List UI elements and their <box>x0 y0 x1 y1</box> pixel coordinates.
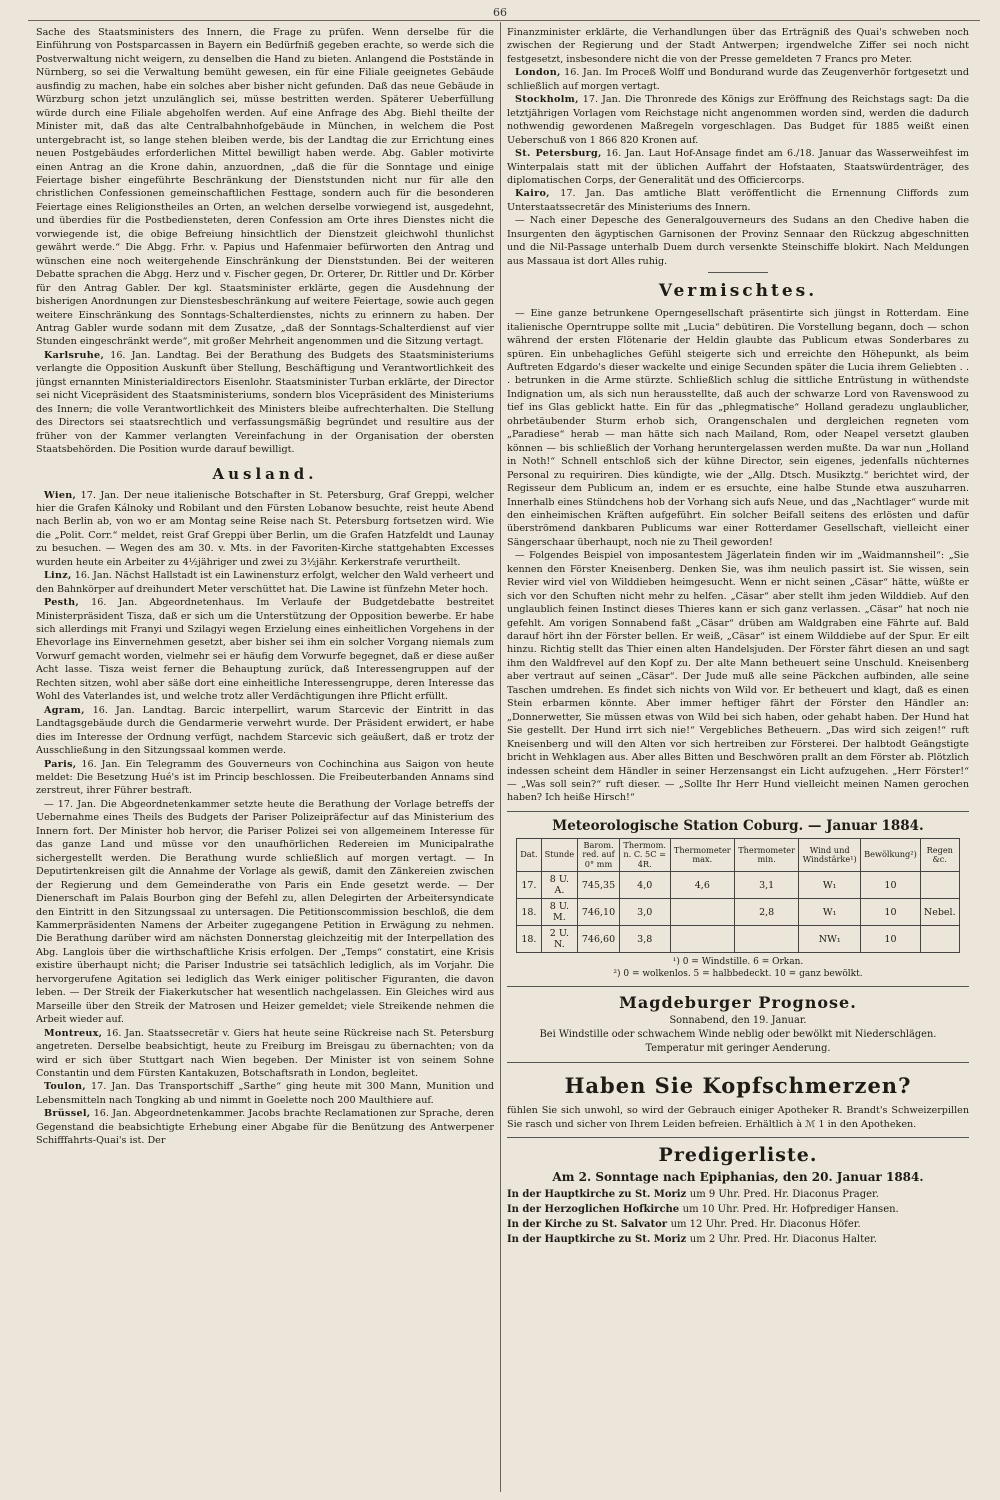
service-details: um 2 Uhr. Pred. Hr. Diaconus Halter. <box>689 1234 877 1246</box>
column-header: Dat. <box>517 838 541 872</box>
column-header: Bewölkung²) <box>861 838 921 872</box>
advertisement-text: fühlen Sie sich unwohl, so wird der Gebrauch einiger Apotheker R. Brandt's Schweizerpillen Sie rasch und sicher von Ihrem Leiden befreien. Erhältlich à ℳ 1 in den Apotheken. <box>507 1105 969 1130</box>
advertisement-title: Haben Sie Kopfschmerzen? <box>564 1073 912 1099</box>
news-item <box>507 214 969 268</box>
service-entry <box>507 1217 969 1232</box>
section-heading-vermischtes: Vermischtes. <box>658 281 818 302</box>
news-item <box>507 187 969 214</box>
footnote-wind: ¹) 0 = Windstille. 6 = Orkan. <box>672 957 804 968</box>
news-item <box>36 758 494 798</box>
separator-rule <box>507 986 969 987</box>
column-header: Thermometer max. <box>670 838 734 872</box>
forecast-text: Temperatur mit geringer Aenderung. <box>645 1043 831 1055</box>
dateline: Karlsruhe, <box>44 349 105 361</box>
table-cell: 18. <box>517 899 541 926</box>
table-cell: 10 <box>861 926 921 953</box>
news-text: 16. Jan. Nächst Hallstadt ist ein Lawinensturz erfolgt, welcher den Wald verheert und den Bahnkörper auf dreihundert Meter verschüttet hat. Die Lawine ist fünfzehn Meter hoch. <box>36 570 494 595</box>
table-cell: NW₁ <box>799 926 861 953</box>
column-divider <box>500 22 501 1492</box>
column-header: Thermom. n. C. 5C = 4R. <box>619 838 670 872</box>
column-header: Barom. red. auf 0° mm <box>578 838 620 872</box>
table-cell <box>670 926 734 953</box>
dateline: Brüssel, <box>44 1108 91 1120</box>
news-item-karlsruhe <box>36 349 494 457</box>
church-name: In der Hauptkirche zu St. Moriz <box>507 1234 687 1246</box>
table-cell: 4,0 <box>619 872 670 899</box>
dateline: St. Petersburg, <box>515 148 602 160</box>
dateline: Stockholm, <box>515 94 579 106</box>
preacher-list-title: Predigerliste. <box>658 1144 818 1167</box>
news-item <box>36 1080 494 1107</box>
news-item <box>36 489 494 570</box>
news-item <box>36 596 494 704</box>
dateline: London, <box>515 67 561 79</box>
footnote-clouds: ²) 0 = wolkenlos. 5 = halbbedeckt. 10 = ganz bewölkt. <box>613 969 863 980</box>
table-cell <box>920 872 959 899</box>
table-cell: 3,1 <box>734 872 798 899</box>
weather-station-title: Meteorologische Station Coburg. — Januar 1884. <box>552 817 924 834</box>
dateline: Wien, <box>44 489 77 501</box>
service-entry <box>507 1187 969 1202</box>
weather-table <box>516 838 960 954</box>
service-details: um 9 Uhr. Pred. Hr. Diaconus Prager. <box>689 1189 879 1201</box>
dateline: Agram, <box>44 704 85 716</box>
article-text: Sache des Staatsministers des Innern, die Frage zu prüfen. Wenn derselbe für die Einführung von Postsparcassen in Bayern ein Bedürfniß gegeben erachte, so werde sich die Postverwaltung nicht weigern, zu denselben die Hand zu bieten. Anlangend die Poststände in Nürnberg, so sei die Verwaltung bemüht gewesen, ein für eine Filiale geeignetes Gebäude ausfindig zu machen, habe ein solches aber bisher nicht gefunden. Daß das neue Gebäude in Würzburg schon jetzt unzulänglich sei, müsse bestritten werden. Späterer Ueberfüllung würde durch eine Filiale abgeholfen werden. Auf eine Anfrage des Abg. Biehl theilte der Minister mit, daß das alte Centralbahnhofgebäude in München, in welchem die Post untergebracht ist, so lange stehen bleiben werde, bis der Landtag die zur Errichtung eines neuen Postgebäudes erforderlichen Mittel bewilligt haben werde. Abg. Gabler motivirte einen Antrag an die Krone dahin, anzuordnen, „daß die für die Sonntage und einige Feiertage bisher eingeführte Beschränkung der Dienststunden nicht nur für alle den christlichen Confessionen gemeinschaftlichen Festtage, sondern auch für die besonderen Feiertage eines Religionstheiles an Orten, an welchen derselbe vorwiegend ist, ausgedehnt, und überdies für die Postbediensteten, deren Confession am Orte ihres Dienstes nicht die vorwiegende ist, die obige Befreiung hinsichtlich der Dienstzeit gleichwohl thunlichst gewährt werde.“ Die Abgg. Frhr. v. Papius und Hafenmaier befürworten den Antrag und wünschen eine noch weitergehende Einschränkung der Dienststunden. Bei der weiteren Debatte sprachen die Abgg. Herz und v. Fischer gegen, Dr. Orterer, Dr. Rittler und Dr. Körber für den Antrag Gabler. Der kgl. Staatsminister erklärte, gegen die Ausdehnung der bisherigen Anordnungen zur Dienstesbeschränkung auf weitere Feiertage, sowie auch gegen weitere Einschränkung des Sonntags-Schalterdienstes, nichts zu erinnern zu haben. Der Antrag Gabler wurde sodann mit dem Zusatze, „daß der Sonntags-Schalterdienst auf vier Stunden eingeschränkt werde“, mit großer Mehrheit angenommen und die Sitzung vertagt. <box>36 27 494 348</box>
news-item <box>36 798 494 1027</box>
table-cell: 17. <box>517 872 541 899</box>
news-text: 16. Jan. Laut Hof-Ansage findet am 6./18. Januar das Wasserweihfest im Winterpalais statt mit der üblichen Auffahrt der Hofstaaten, Staatswürdenträger, des diplomatischen Corps, der Generalität und des Officiercorps. <box>507 148 969 186</box>
table-cell <box>670 899 734 926</box>
dateline: Linz, <box>44 570 72 582</box>
news-text: 17. Jan. Die Thronrede des Königs zur Eröffnung des Reichstags sagt: Da die letztjährigen Vorlagen vom Reichstage nicht angenommen worden sind, werden die dadurch nothwendig gewordenen Maßregeln vorgeschlagen. Das Budget für 1885 weißt einen Ueberschuß von 1 866 820 Kronen auf. <box>507 94 969 146</box>
column-header: Regen &c. <box>920 838 959 872</box>
table-cell: 4,6 <box>670 872 734 899</box>
column-header: Wind und Windstärke¹) <box>799 838 861 872</box>
news-item <box>36 1027 494 1081</box>
dateline: Kairo, <box>515 188 550 200</box>
news-text: 17. Jan. Der neue italienische Botschafter in St. Petersburg, Graf Greppi, welcher hier die Grafen Kálnoky und Robilant und den Fürsten Lobanow besuchte, reist heute Abend nach Berlin ab, von wo er am Montag seine Reise nach St. Petersburg fortsetzen wird. Wie die „Polit. Corr.“ meldet, reist Graf Greppi über Berlin, um die Grafen Hatzfeldt und Launay zu besuchen. — Wegen des am 30. v. Mts. in der Favoriten-Kirche stattgehabten Excesses wurden heute ein Arbeiter zu 4½jähriger und zwei zu 3½jähr. Kerkerstrafe verurtheilt. <box>36 489 494 568</box>
preacher-list-date: Am 2. Sonntage nach Epiphanias, den 20. Januar 1884. <box>552 1170 924 1185</box>
table-cell: 3,8 <box>619 926 670 953</box>
news-item <box>36 569 494 596</box>
news-item <box>507 66 969 93</box>
page-number: 66 <box>493 6 507 19</box>
dateline: Montreux, <box>44 1027 103 1039</box>
news-item <box>36 1107 494 1147</box>
dateline: Toulon, <box>44 1081 86 1093</box>
table-cell: 3,0 <box>619 899 670 926</box>
news-text: 17. Jan. Das amtliche Blatt veröffentlicht die Ernennung Cliffords zum Unterstaatssecretär des Ministeriums des Innern. <box>507 188 969 213</box>
news-text: 16. Jan. Landtag. Bei der Berathung des Budgets des Staatsministeriums verlangte die Opposition Auskunft über Stellung, Beschäftigung und Verantwortlichkeit des jüngst ernannten Ministerialdirectors Eisenlohr. Staatsminister Turban erklärte, der Director sei nicht Vicepräsident des Staatsministeriums, sondern blos Vicepräsident des Ministeriums des Innern; die volle Verantwortlichkeit des Ministers bleibe aufrechterhalten. Die Stellung des Directors sei staatsrechtlich und verfassungsmäßig begründet und resultire aus der früher von der Kammer verlangten Vereinfachung in der Organisation der obersten Staatsbehörden. Die Position wurde darauf bewilligt. <box>36 349 494 456</box>
church-name: In der Hauptkirche zu St. Moriz <box>507 1189 687 1201</box>
service-details: um 10 Uhr. Pred. Hr. Hofprediger Hansen. <box>682 1204 899 1216</box>
separator-rule <box>507 1137 969 1138</box>
table-cell: 8 U. M. <box>541 899 578 926</box>
right-column <box>507 26 969 1496</box>
table-cell: W₁ <box>799 899 861 926</box>
church-name: In der Herzoglichen Hofkirche <box>507 1204 680 1216</box>
table-cell: Nebel. <box>920 899 959 926</box>
table-cell: 746,60 <box>578 926 620 953</box>
table-cell: 8 U. A. <box>541 872 578 899</box>
news-text: 16. Jan. Im Proceß Wolff und Bondurand wurde das Zeugenverhör fortgesetzt und schließlich auf morgen vertagt. <box>507 67 969 92</box>
table-cell: 10 <box>861 899 921 926</box>
column-header: Stunde <box>541 838 578 872</box>
dateline: Pesth, <box>44 597 80 609</box>
table-cell: 18. <box>517 926 541 953</box>
news-text: 16. Jan. Abgeordnetenkammer. Jacobs brachte Reclamationen zur Sprache, deren Gegenstand die beabsichtigte Erhebung einer Abgabe für die Benützung des Antwerpener Schifffahrts-Quai's ist. Der <box>36 1108 494 1147</box>
table-cell: 2 U. N. <box>541 926 578 953</box>
separator-rule <box>507 811 969 812</box>
table-cell: 745,35 <box>578 872 620 899</box>
table-header-row <box>517 838 960 872</box>
miscellany-item: — Eine ganze betrunkene Operngesellschaft präsentirte sich jüngst in Rotterdam. Eine italienische Operntruppe sollte mit „Lucia“ debütiren. Die Vorstellung begann, doch — schon während der ersten Flötenarie der Heldin glaubte das Publicum etwas Sonderbares zu spüren. Ein unbehagliches Gefühl steigerte sich und erreichte den Höhepunkt, als beim Auftreten Edgardo's dieser wackelte und einige Secunden später die Lucia ihrem Geliebten . . . betrunken in die Arme stürzte. Schließlich schlug die sittliche Entrüstung in wüthendste Indignation um, als sich nun herausstellte, daß auch der schwarze Lord von Ravenswood zu tief ins Glas geblickt hatte. Ein für das „phlegmatische“ Holland geradezu unglaublicher, ohrbetäubender Sturm erhob sich, Orangenschalen und dergleichen regneten vom „Paradiese“ herab — man hätte sich nach Mailand, Rom, oder Neapel versetzt glauben können — bis schließlich der Vorhang heruntergelassen werden mußte. Da war nun „Holland in Noth!“ Schnell entschloß sich der kühne Director, sein eigenes, jedenfalls nüchternes Personal zu requiriren. Dies kündigte, wie der „Allg. Dtsch. Musikztg.“ berichtet wird, der Regisseur dem Publicum an, indem er es ersuchte, eine halbe Stunde etwa auszuharren. Innerhalb eines Stündchens hob der Vorhang sich aufs Neue, und das „Nachtlager“ wurde mit den einheimischen Kräften aufgeführt. Ein solcher Beifall seitens des erlösten und dafür überströmend dankbaren Publicums war einer Rotterdamer Gesellschaft, vielleicht einer Sängerschaar überhaupt, noch nie zu Theil geworden! <box>507 308 969 548</box>
table-cell: W₁ <box>799 872 861 899</box>
section-heading-ausland: Ausland. <box>212 464 318 483</box>
service-entry <box>507 1202 969 1217</box>
news-text: 16. Jan. Ein Telegramm des Gouverneurs von Cochinchina aus Saigon von heute meldet: Die Besetzung Hué's ist im Princip beschlossen. Die Freibeuterbanden Annams sind zerstreut, ihrer Führer bestraft. <box>36 758 494 797</box>
forecast-text: Bei Windstille oder schwachem Winde neblig oder bewölkt mit Niederschlägen. <box>539 1029 937 1041</box>
news-item <box>507 93 969 147</box>
table-cell <box>734 926 798 953</box>
news-text: — 17. Jan. Die Abgeordnetenkammer setzte heute die Berathung der Vorlage betreffs der Uebernahme eines Theils des Budgets der Pariser Polizeipräfectur auf das Ministerium des Innern fort. Der Minister hob hervor, die Pariser Polizei sei von allgemeinem Interesse für das ganze Land und müsse vor den unaufhörlichen Redereien im Municipalrathe sichergestellt werden. Die Berathung wurde schließlich auf morgen vertagt. — In Deputirtenkreisen gilt die Annahme der Vorlage als gewiß, damit den Zänkereien zwischen der Regierung und dem Gemeinderathe von Paris ein Ende gesetzt werde. — Der Dienerschaft im Palais Bourbon ging der Befehl zu, allen Delegirten der Arbeitersyndicate den Eintritt in den Sitzungssaal zu untersagen. Die Petitionscommission beschloß, die dem Kammerpräsidenten Namens der Arbeiter zugegangene Petition in Erwägung zu nehmen. Die Berathung darüber wird am nächsten Donnerstag gleichzeitig mit der Interpellation des Abg. Langlois über die wirthschaftliche Krisis erfolgen. Der „Temps“ constatirt, eine Krisis existire überhaupt nicht; die Pariser Industrie sei tatsächlich lediglich, als im Vorjahr. Die hervorgerufene Agitation sei lediglich das Werk einiger politischer Figuranten, die davon leben. — Der Streik der Fiakerkutscher hat wesentlich nachgelassen. Ein Gleiches wird aus Marseille über den Streik der Matrosen und Heizer gemeldet; viele Streikende nehmen die Arbeit wieder auf. <box>36 798 494 1026</box>
separator-rule <box>507 1062 969 1063</box>
column-header: Thermometer min. <box>734 838 798 872</box>
table-cell: 10 <box>861 872 921 899</box>
left-column <box>36 26 494 1496</box>
forecast-date: Sonnabend, den 19. Januar. <box>669 1015 807 1027</box>
service-entry <box>507 1232 969 1247</box>
news-text: 17. Jan. Das Transportschiff „Sarthe“ ging heute mit 300 Mann, Munition und Lebensmitteln nach Tongking ab und nimmt in Goelette noch 200 Maulthiere auf. <box>36 1081 494 1106</box>
article-text: Finanzminister erklärte, die Verhandlungen über das Erträgniß des Quai's schweben noch zwischen der Regierung und der Stadt Antwerpen; irgendwelche Ziffer sei noch nicht festgesetzt, insbesondere nicht die von der Presse gemeldeten 7 Francs pro Meter. <box>507 27 969 65</box>
header-rule <box>28 20 980 21</box>
table-cell <box>920 926 959 953</box>
forecast-title: Magdeburger Prognose. <box>619 993 857 1013</box>
dateline: Paris, <box>44 758 77 770</box>
news-text: — Nach einer Depesche des Generalgouverneurs des Sudans an den Chedive haben die Insurgenten den ägyptischen Garnisonen der Provinz Sennaar den Rückzug abgeschnitten und die Nil-Passage unterhalb Duem durch versenkte Steinschiffe blokirt. Nach Meldungen aus Massaua ist dort Alles ruhig. <box>507 215 969 267</box>
table-cell: 2,8 <box>734 899 798 926</box>
news-text: 16. Jan. Staatssecretär v. Giers hat heute seine Rückreise nach St. Petersburg angetreten. Derselbe beabsichtigt, heute zu Freiburg im Breisgau zu übernachten; von da wird er sich über Stuttgart nach Wien begeben. Der Minister ist von seinem Sohne Constantin und dem Fürsten Kantakuzen, Botschaftsrath in London, begleitet. <box>36 1027 494 1079</box>
separator-rule <box>708 272 768 273</box>
table-row <box>517 899 960 926</box>
miscellany-item: — Folgendes Beispiel von imposantestem Jägerlatein finden wir im „Waidmannsheil“: „Sie kennen den Förster Kneisenberg. Denken Sie, was ihm neulich passirt ist. Sie wissen, sein Revier wird viel von Wilddieben heimgesucht. Wenn er nicht seinen „Cäsar“ hätte, wüßte er sich vor den Schuften nicht mehr zu helfen. „Cäsar“ aber stellt ihm jeden Wilddieb. Auf den unglaublich feinen Instinct dieses Thieres kann er sich ganz verlassen. „Cäsar“ hat noch nie gefehlt. Am vorigen Sonnabend faßt „Cäsar“ drüben am Waldgraben eine Fährte auf. Bald darauf hört ihn der Förster bellen. Er weiß, „Cäsar“ ist einem Wilddiebe auf der Spur. Er eilt hinzu. Richtig stellt das Thier einen alten Handelsjuden. Der Förster fährt diesen an und sagt ihm den Waldfrevel auf den Kopf zu. Der alte Mann betheuert seine Unschuld. Kneisenberg aber vertraut auf seinen „Cäsar“. Der Jude muß alle seine Päckchen aufbinden, alle seine Taschen umdrehen. Es findet sich nichts von Wild vor. Er betheuert und klagt, daß es einen Stein erbarmen könnte. Aber immer heftiger fährt der Förster den Händler an: „Donnerwetter, Sie müssen etwas von Wild bei sich haben, oder gehabt haben. Der Hund hat Sie gestellt. Der Hund irrt sich nie!“ Vergebliches Betheuern. „Das wird sich zeigen!“ ruft Kneisenberg und will den Alten vor sich hertreiben zur Försterei. Der halbtodt Geängstigte bricht in Wehklagen aus. Aber alles Bitten und Beschwören prallt an dem Förster ab. Plötzlich indessen scheint dem Händler in seiner Herzensangst ein Licht aufzugehen. „Herr Förster!“ — „Was soll sein?“ ruft dieser. — „Sollte Ihr Herr Hund vielleicht meinen Namen gerochen haben? Ich heiße Hirsch!“ <box>507 550 969 804</box>
weather-footnotes <box>507 956 969 980</box>
table-row <box>517 926 960 953</box>
news-item <box>507 147 969 187</box>
table-row <box>517 872 960 899</box>
church-name: In der Kirche zu St. Salvator <box>507 1219 668 1231</box>
service-details: um 12 Uhr. Pred. Hr. Diaconus Höfer. <box>670 1219 861 1231</box>
news-text: 16. Jan. Landtag. Barcic interpellirt, warum Starcevic der Eintritt in das Landtagsgebäude durch die Gendarmerie verwehrt wurde. Der Präsident erwidert, er habe dies im Interesse der Ordnung verfügt, nachdem Starcevic sich geäußert, daß er trotz der Ausschließung in den Sitzungssaal kommen werde. <box>36 704 494 757</box>
news-item <box>36 704 494 758</box>
table-cell: 746,10 <box>578 899 620 926</box>
news-text: 16. Jan. Abgeordnetenhaus. Im Verlaufe der Budgetdebatte bestreitet Ministerpräsident Tisza, daß er sich um die Unterstützung der Opposition bewerbe. Er habe sich allerdings mit Franyi und Szilagyi wegen Erzielung eines einheitlichen Vorgehens in der Ehevorlage ins Einvernehmen gesetzt, aber bisher sei ihm ein solcher Vorgang niemals zum Vorwurf gemacht worden, vielmehr sei er häufig dem Vorwurfe begegnet, daß er diese außer Acht lasse. Tisza weist ferner die Behauptung zurück, daß Interessengruppen auf der Rechten sitzen, wohl aber säße dort eine einheitliche Interessengruppe, deren Interesse das Wohl des Vaterlandes ist, und welche trotz aller Verdächtigungen ihre Pflicht erfüllt. <box>36 597 494 703</box>
